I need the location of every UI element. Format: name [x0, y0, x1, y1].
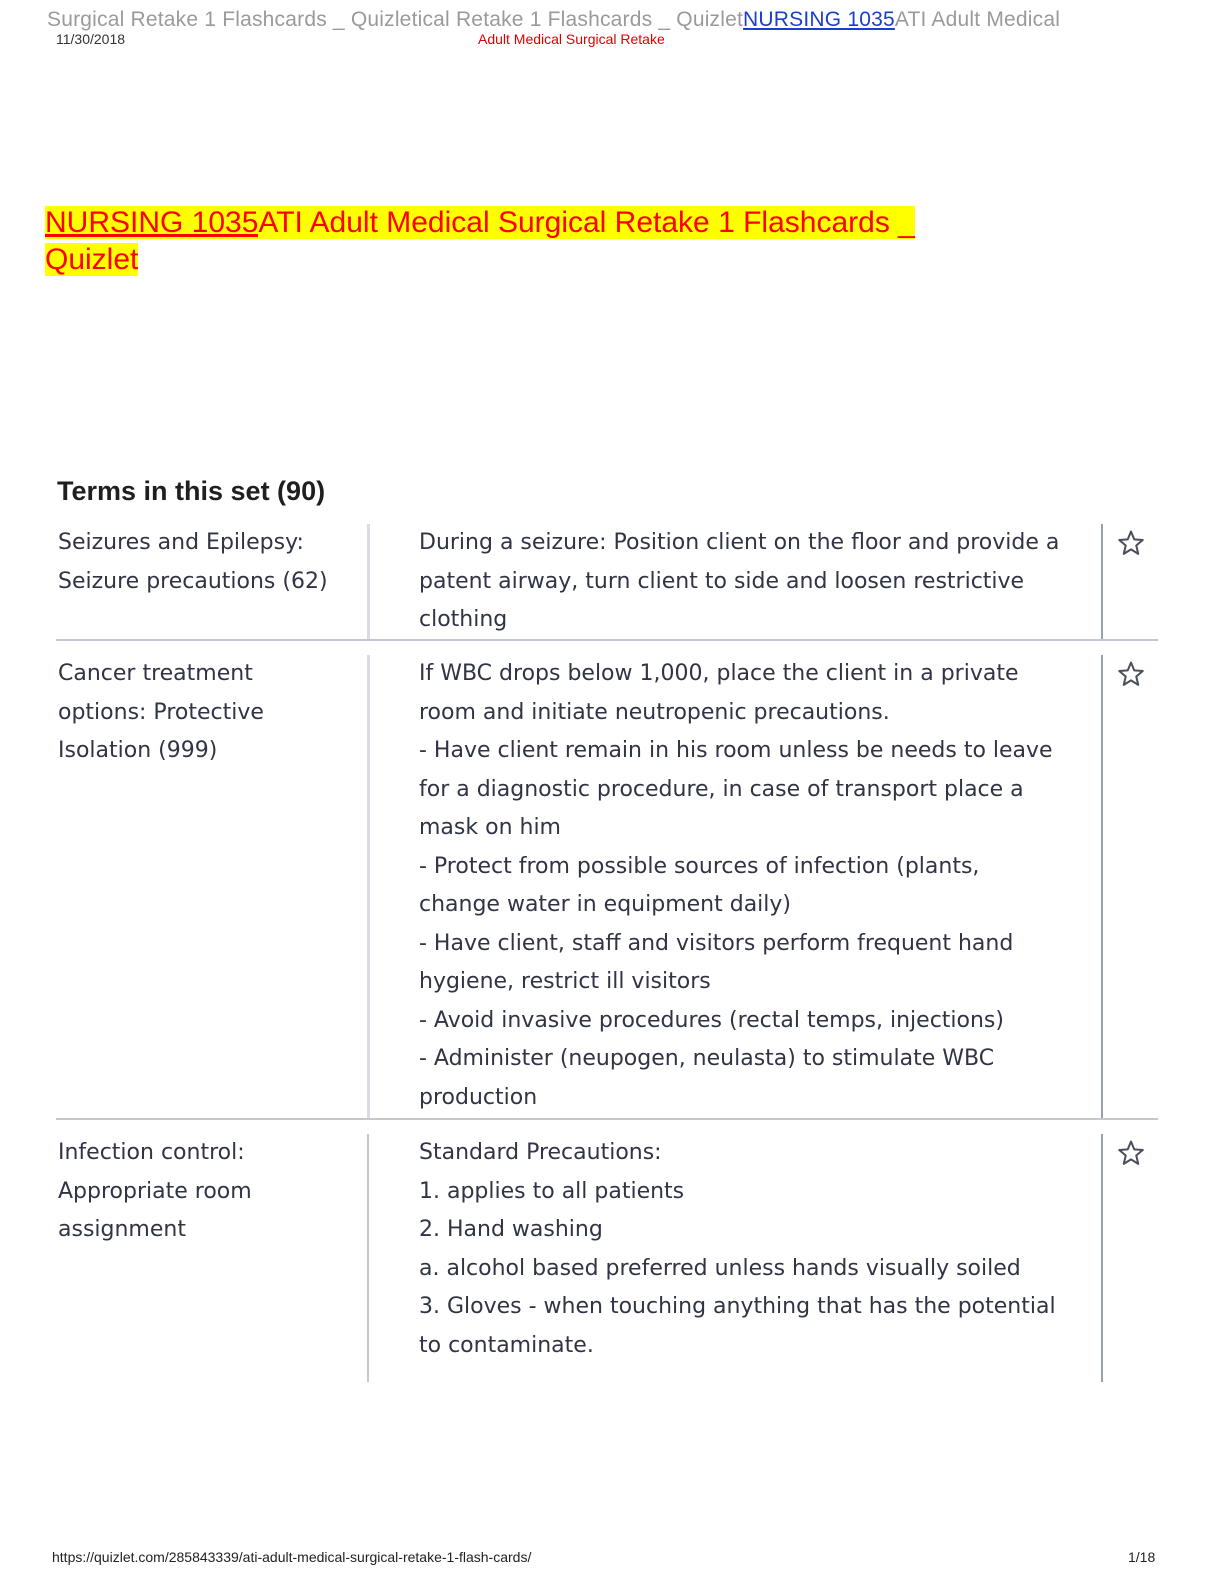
flashcard-term — [58, 524, 348, 601]
term-line: Appropriate room — [58, 1178, 252, 1204]
definition-line: patent airway, turn client to side and loosen restrictive — [419, 568, 1025, 594]
definition-line: 1. applies to all patients — [419, 1178, 685, 1204]
title-text-line2: Quizlet — [45, 243, 139, 276]
definition-line: - Avoid invasive procedures (rectal temps, injections) — [419, 1007, 1004, 1033]
column-divider — [367, 524, 370, 640]
row-divider — [56, 1118, 1158, 1120]
flashcard-term — [58, 1134, 348, 1250]
column-divider — [1101, 655, 1103, 1118]
title-text: ATI Adult Medical Surgical Retake 1 Flashcards _ — [258, 206, 915, 239]
term-line: assignment — [58, 1217, 186, 1242]
column-divider — [367, 655, 370, 1118]
term-line: Cancer treatment — [58, 661, 253, 686]
star-outline-icon[interactable] — [1116, 1138, 1146, 1168]
running-header-tail: ATI Adult Medical — [894, 8, 1061, 31]
definition-line: If WBC drops below 1,000, place the client in a private — [419, 661, 1019, 686]
set-heading: Terms in this set (90) — [57, 476, 326, 506]
definition-line: production — [419, 1084, 538, 1110]
definition-line: a. alcohol based preferred unless hands visually soiled — [419, 1255, 1021, 1281]
row-divider — [56, 639, 1158, 641]
definition-line: - Have client, staff and visitors perform frequent hand — [419, 930, 1014, 956]
flashcard-row — [56, 655, 1158, 1118]
document-title — [45, 204, 985, 278]
term-line: options: Protective — [58, 699, 264, 725]
column-divider — [367, 1134, 369, 1382]
title-course-link[interactable]: NURSING 1035 — [45, 206, 259, 239]
definition-line: During a seizure: Position client on the floor and provide a — [419, 530, 1060, 555]
definition-line: - Administer (neupogen, neulasta) to stimulate WBC — [419, 1046, 995, 1071]
running-header-title: Surgical Retake 1 Flashcards _ Quizletical Retake 1 Flashcards _ Quizlet — [47, 8, 744, 31]
definition-line: hygiene, restrict ill visitors — [419, 969, 711, 994]
definition-line: 2. Hand washing — [419, 1217, 603, 1242]
running-header-link[interactable]: NURSING 1035 — [743, 8, 895, 31]
definition-line: - Protect from possible sources of infection (plants, — [419, 853, 980, 879]
running-header — [47, 8, 1060, 32]
definition-line: to contaminate. — [419, 1332, 594, 1358]
definition-line: - Have client remain in his room unless be needs to leave — [419, 738, 1053, 763]
term-line: Isolation (999) — [58, 738, 218, 763]
definition-line: change water in equipment daily) — [419, 892, 792, 917]
definition-line: 3. Gloves - when touching anything that has the potential — [419, 1294, 1056, 1319]
term-line: Seizures and Epilepsy: — [58, 530, 304, 555]
page-url: https://quizlet.com/285843339/ati-adult-medical-surgical-retake-1-flash-cards/ — [52, 1549, 532, 1565]
flashcard-term — [58, 655, 348, 771]
flashcard-row — [56, 1134, 1158, 1382]
print-date: 11/30/2018 — [56, 31, 126, 47]
star-outline-icon[interactable] — [1116, 659, 1146, 689]
definition-line: mask on him — [419, 815, 561, 840]
column-divider — [1101, 1134, 1103, 1382]
flashcard-definition — [419, 655, 1079, 1117]
definition-line: Standard Precautions: — [419, 1140, 662, 1165]
flashcard-definition — [419, 1134, 1079, 1365]
column-divider — [1101, 524, 1103, 640]
star-outline-icon[interactable] — [1116, 528, 1146, 558]
header-subtitle: Adult Medical Surgical Retake — [478, 31, 665, 47]
term-line: Seizure precautions (62) — [58, 568, 328, 594]
definition-line: room and initiate neutropenic precautions. — [419, 699, 890, 725]
definition-line: clothing — [419, 607, 508, 632]
page-number: 1/18 — [1128, 1549, 1156, 1565]
definition-line: for a diagnostic procedure, in case of transport place a — [419, 776, 1024, 802]
flashcard-definition — [419, 524, 1079, 640]
flashcard-row — [56, 524, 1158, 640]
term-line: Infection control: — [58, 1140, 245, 1165]
